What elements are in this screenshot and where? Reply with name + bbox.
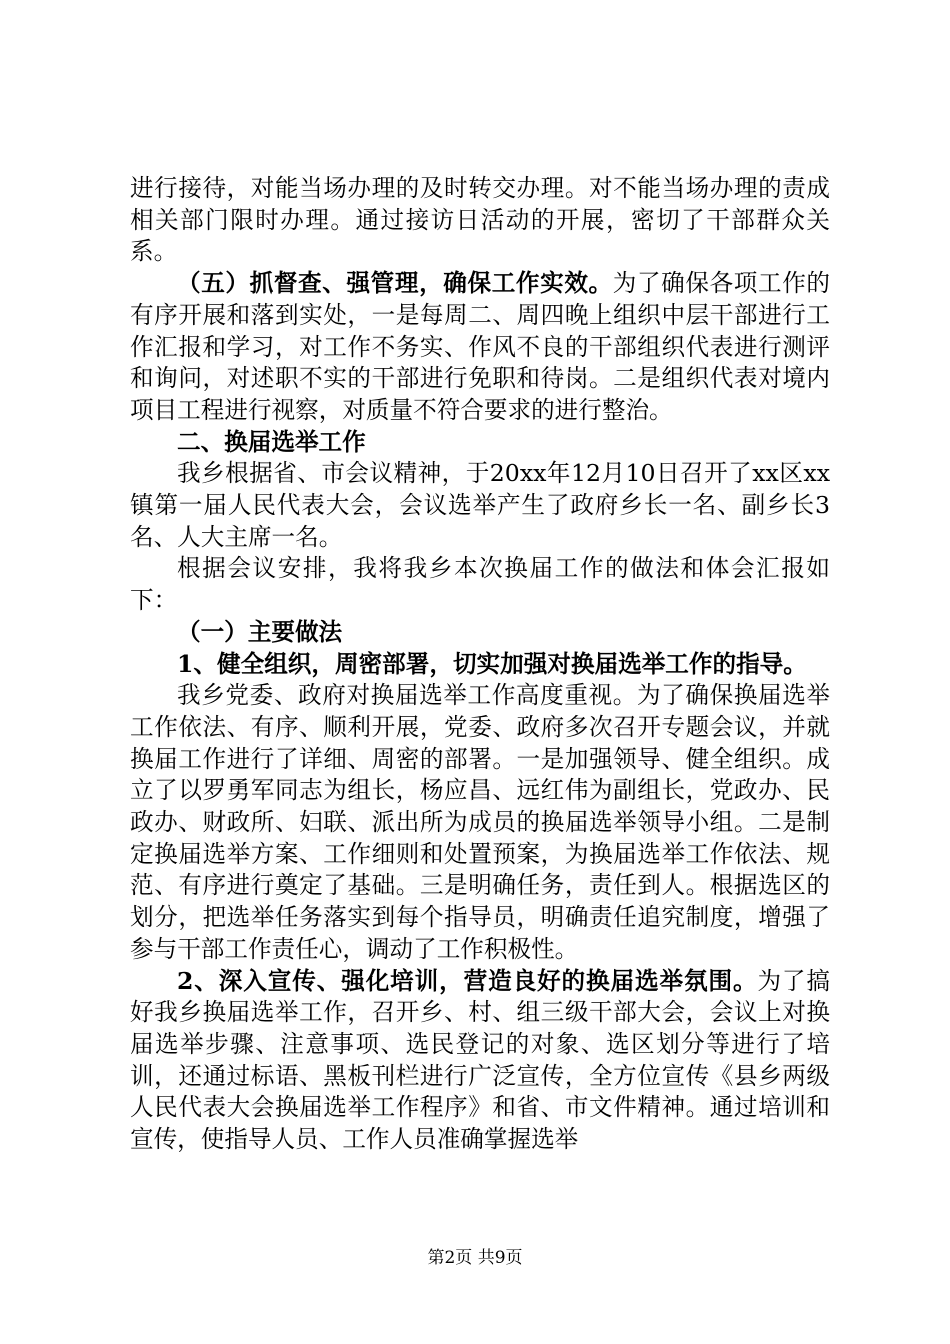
- paragraph-text: 根据会议安排，我将我乡本次换届工作的做法和体会汇报如下：: [130, 554, 830, 615]
- paragraph-text: 为了确保各项工作的有序开展和落到实处，一是每周二、周四晚上组织中层干部进行工作汇报和学习，对工作不务实、作风不良的干部组织代表进行测评和询问，对述职不实的干部进行免职和待岗。二是组织代表对境内项目工程进行视察，对质量不符合要求的进行整治。: [130, 269, 831, 424]
- section-heading-election: [130, 427, 830, 459]
- subheading-organization: [130, 649, 830, 681]
- paragraph-text: 为了搞好我乡换届选举工作，召开乡、村、组三级干部大会，会议上对换届选举步骤、注意事项、选民登记的对象、选区划分等进行了培训，还通过标语、黑板刊栏进行广泛宣传，全方位宣传《县乡两级人民代表大会换届选举工作程序》和省、市文件精神。通过培训和宣传，使指导人员、工作人员准确掌握选举: [130, 966, 830, 1154]
- body-text: [130, 173, 830, 1156]
- paragraph-text: 进行接待，对能当场办理的及时转交办理。对不能当场办理的责成相关部门限时办理。通过接访日活动的开展，密切了干部群众关系。: [130, 174, 830, 266]
- paragraph-organization: [130, 680, 830, 965]
- paragraph-publicity: [130, 966, 830, 1156]
- paragraph-text: 我乡根据省、市会议精神，于20xx年12月10日召开了xx区xx镇第一届人民代表大会，会议选举产生了政府乡长一名、副乡长3名、人大主席一名。: [130, 459, 830, 551]
- heading-text: 二、换届选举工作: [177, 427, 366, 456]
- paragraph-lead: （五）抓督查、强管理，确保工作实效。: [177, 269, 613, 298]
- heading-text: （一）主要做法: [177, 617, 343, 646]
- page-footer: 第2页 共9页: [427, 1248, 523, 1268]
- paragraph-lead: 2、深入宣传、强化培训，营造良好的换届选举氛围。: [177, 966, 758, 995]
- subheading-main-practices: [130, 617, 830, 649]
- heading-text: 1、健全组织，周密部署，切实加强对换届选举工作的指导。: [177, 649, 807, 678]
- paragraph-text: 我乡党委、政府对换届选举工作高度重视。为了确保换届选举工作依法、有序、顺利开展，党委、政府多次召开专题会议，并就换届工作进行了详细、周密的部署。一是加强领导、健全组织。成立了以罗勇军同志为组长，杨应昌、远红伟为副组长，党政办、民政办、财政所、妇联、派出所为成员的换届选举领导小组。二是制定换届选举方案、工作细则和处置预案，为换届选举工作依法、规范、有序进行奠定了基础。三是明确任务，责任到人。根据选区的划分，把选举任务落实到每个指导员，明确责任追究制度，增强了参与干部工作责任心，调动了工作积极性。: [130, 681, 830, 963]
- paragraph-congress: [130, 458, 830, 553]
- paragraph-supervision: [130, 268, 830, 427]
- paragraph-report-intro: [130, 553, 830, 616]
- paragraph-reception: [130, 173, 830, 268]
